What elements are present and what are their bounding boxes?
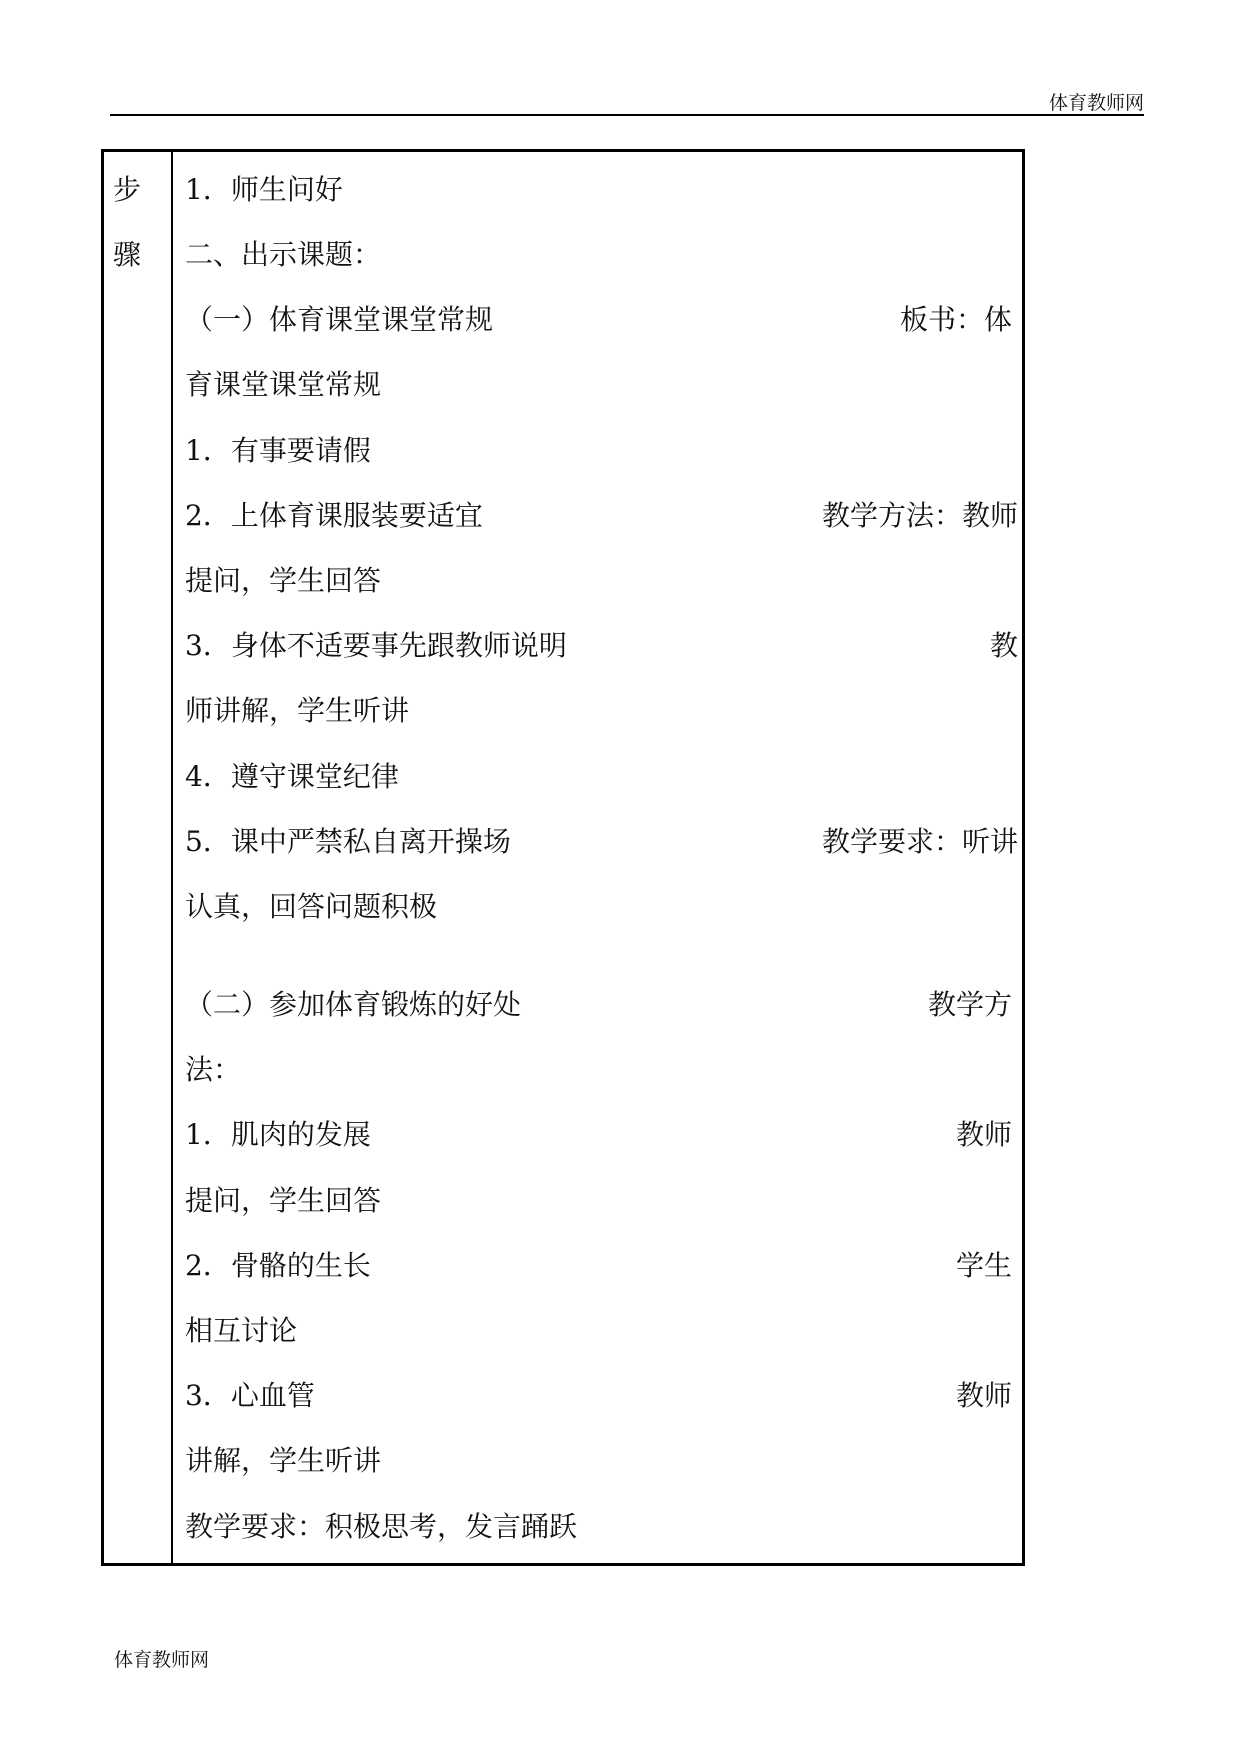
note-blackboard: 板书：体 (899, 303, 1012, 336)
note-requirement-1: 教学要求：听讲 (821, 825, 1018, 858)
line-question-answer-1: 提问，学生回答 (185, 564, 382, 597)
line-discuss: 相互讨论 (185, 1314, 298, 1347)
line-rule-5: 5．课中严禁私自离开操场 (185, 825, 511, 858)
line-rule-1: 1．有事要请假 (185, 434, 371, 467)
header-site-name: 体育教师网 (1048, 92, 1144, 114)
line-benefit-1: 1．肌肉的发展 (185, 1118, 371, 1151)
line-section-one-cont: 育课堂课堂常规 (185, 368, 382, 401)
row-label-char-1: 步 (113, 173, 142, 206)
line-section-two: （二）参加体育锻炼的好处 (185, 988, 522, 1021)
line-greeting: 1．师生问好 (185, 173, 343, 206)
note-method-2: 教学方 (927, 988, 1012, 1021)
footer-site-name: 体育教师网 (114, 1649, 210, 1671)
note-teacher-1: 教 (989, 629, 1018, 662)
note-method-1: 教学方法：教师 (821, 499, 1018, 532)
line-rule-4: 4．遵守课堂纪律 (185, 760, 399, 793)
line-section-one: （一）体育课堂课堂常规 (185, 303, 494, 336)
line-question-answer-2: 提问，学生回答 (185, 1184, 382, 1217)
line-requirement-2: 教学要求：积极思考，发言踊跃 (185, 1510, 578, 1543)
line-rule-3: 3．身体不适要事先跟教师说明 (185, 629, 567, 662)
line-explain-listen-2: 讲解，学生听讲 (185, 1444, 382, 1477)
table-column-divider (171, 149, 173, 1566)
line-topic-heading: 二、出示课题： (185, 238, 382, 271)
line-benefit-2: 2．骨骼的生长 (185, 1249, 371, 1282)
header-rule (110, 114, 1144, 116)
row-label-char-2: 骤 (113, 238, 142, 271)
note-teacher-3: 教师 (955, 1379, 1012, 1412)
line-listen-answer: 认真，回答问题积极 (185, 890, 438, 923)
line-method-cont: 法： (185, 1053, 242, 1086)
note-teacher-2: 教师 (955, 1118, 1012, 1151)
line-benefit-3: 3．心血管 (185, 1379, 315, 1412)
line-explain-listen-1: 师讲解，学生听讲 (185, 694, 410, 727)
line-rule-2: 2．上体育课服装要适宜 (185, 499, 483, 532)
note-student: 学生 (955, 1249, 1012, 1282)
